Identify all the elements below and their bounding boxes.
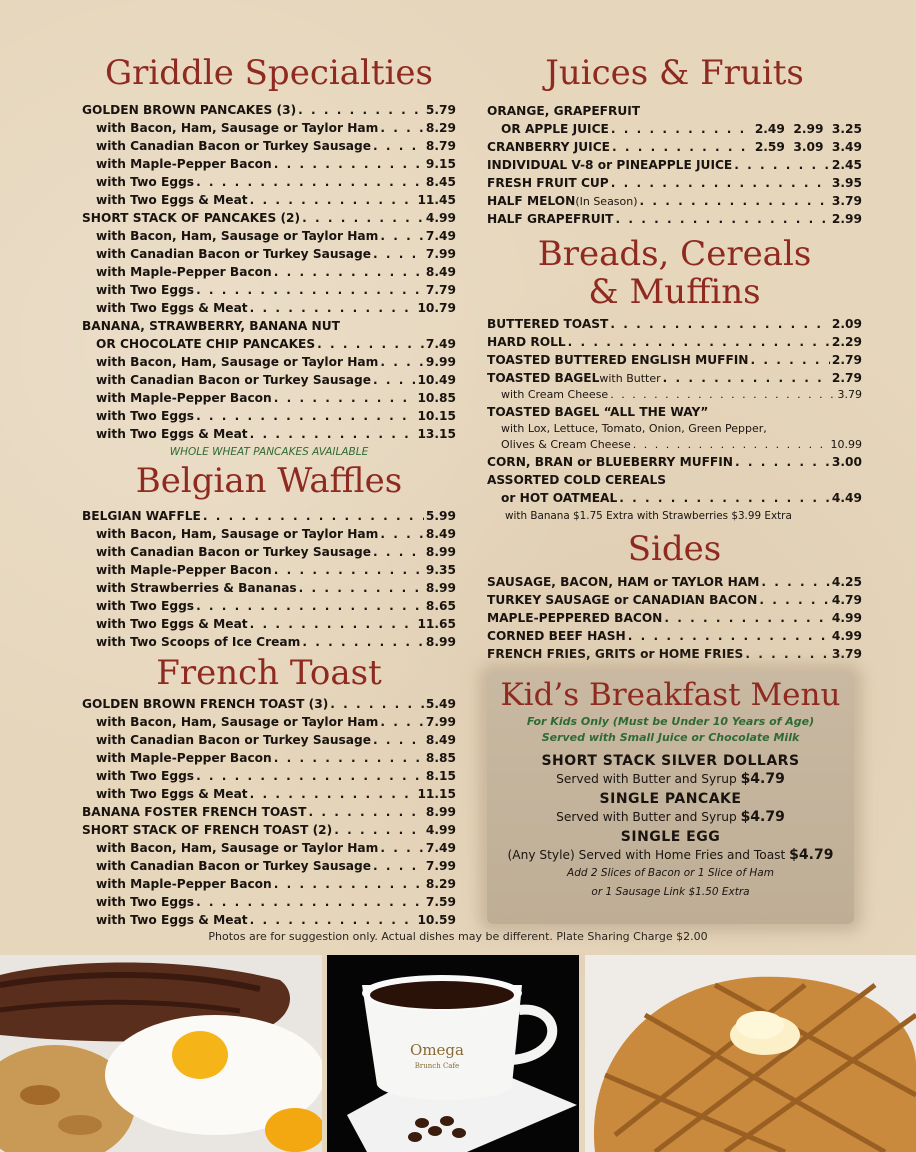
menu-item-price: 9.15 xyxy=(425,157,456,172)
menu-item-price: 10.49 xyxy=(417,373,456,388)
menu-item-price: 10.15 xyxy=(417,409,456,424)
menu-item-label: with Canadian Bacon or Turkey Sausage xyxy=(96,544,371,559)
menu-item-price: 5.49 xyxy=(425,697,456,712)
leader-dots xyxy=(196,173,424,191)
menu-item-label: with Two Eggs xyxy=(96,769,195,784)
menu-item-price: 8.15 xyxy=(425,769,456,784)
menu-item-row xyxy=(82,317,456,335)
leader-dots xyxy=(380,839,424,857)
leader-dots xyxy=(373,245,424,263)
right-column xyxy=(487,55,862,663)
griddle-list xyxy=(82,101,456,443)
leader-dots xyxy=(628,627,830,645)
breads-heading-line1: Breads, Cereals xyxy=(537,234,812,275)
leader-dots xyxy=(734,156,830,174)
menu-item-price: 7.79 xyxy=(425,283,456,298)
menu-item-row xyxy=(487,421,862,437)
kids-menu-box xyxy=(487,672,854,924)
menu-item-price: 8.79 xyxy=(425,139,456,154)
menu-item-label: SAUSAGE, BACON, HAM or TAYLOR HAM xyxy=(487,574,760,589)
menu-item-row xyxy=(82,633,456,651)
leader-dots xyxy=(761,573,830,591)
leader-dots xyxy=(196,407,415,425)
menu-item-row xyxy=(487,403,862,421)
menu-item-price: 2.79 xyxy=(831,353,862,368)
menu-item-row xyxy=(82,615,456,633)
griddle-heading: Griddle Specialties xyxy=(105,53,433,93)
leader-dots xyxy=(274,155,424,173)
menu-item-label: SHORT STACK OF FRENCH TOAST (2) xyxy=(82,823,333,838)
menu-item-label: CRANBERRY JUICE xyxy=(487,140,610,155)
menu-item-row xyxy=(487,333,862,351)
leader-dots xyxy=(330,695,424,713)
menu-item-price: 4.99 xyxy=(425,823,456,838)
menu-item-label: OR CHOCOLATE CHIP PANCAKES xyxy=(96,337,316,352)
menu-item-price: 11.45 xyxy=(417,193,456,208)
leader-dots xyxy=(274,263,424,281)
leader-dots xyxy=(250,191,416,209)
menu-item-price: 8.99 xyxy=(425,580,456,595)
leader-dots xyxy=(373,543,424,561)
leader-dots xyxy=(380,525,424,543)
leader-dots xyxy=(664,609,830,627)
menu-item-row xyxy=(82,839,456,857)
juices-heading: Juices & Fruits xyxy=(545,53,804,93)
menu-item-price: 2.29 xyxy=(831,335,862,350)
menu-item-label: FRENCH FRIES, GRITS or HOME FRIES xyxy=(487,646,744,661)
menu-item-price: 8.65 xyxy=(425,598,456,613)
leader-dots xyxy=(663,369,830,387)
menu-item-row xyxy=(82,579,456,597)
menu-item-label: TOASTED BAGEL xyxy=(487,371,600,386)
menu-item-row xyxy=(82,507,456,525)
menu-item-price: 8.29 xyxy=(425,121,456,136)
menu-item-label: GOLDEN BROWN PANCAKES (3) xyxy=(82,103,297,118)
menu-item-price: 4.99 xyxy=(831,628,862,643)
menu-item-price: 4.79 xyxy=(831,592,862,607)
kids-desc-silver-dollars: Served with Butter and Syrup $4.79 xyxy=(556,771,785,787)
menu-item-row xyxy=(82,389,456,407)
menu-item-price: 3.79 xyxy=(837,388,862,402)
leader-dots xyxy=(380,119,424,137)
menu-item-row xyxy=(487,591,862,609)
menu-item-row xyxy=(82,731,456,749)
kids-item-single-egg: SINGLE EGG xyxy=(620,829,721,845)
menu-item-price: 7.99 xyxy=(425,859,456,874)
menu-item-row xyxy=(82,335,456,353)
leader-dots xyxy=(612,138,753,156)
menu-item-label: with Bacon, Ham, Sausage or Taylor Ham xyxy=(96,526,379,541)
menu-item-row xyxy=(82,767,456,785)
menu-item-label: with Two Eggs & Meat xyxy=(96,787,248,802)
kids-item-single-pancake: SINGLE PANCAKE xyxy=(599,791,742,807)
menu-item-row xyxy=(487,210,862,228)
french-toast-heading: French Toast xyxy=(156,652,382,693)
leader-dots xyxy=(619,489,830,507)
menu-item-price: 3.79 xyxy=(831,646,862,661)
kids-extra-line2: or 1 Sausage Link $1.50 Extra xyxy=(591,886,750,898)
leader-dots xyxy=(380,227,424,245)
menu-item-label: with Two Eggs xyxy=(96,598,195,613)
leader-dots xyxy=(274,749,424,767)
menu-item-row xyxy=(82,137,456,155)
menu-item-label: CORN, BRAN or BLUEBERRY MUFFIN xyxy=(487,455,733,470)
menu-item-price: 10.85 xyxy=(417,391,456,406)
leader-dots xyxy=(274,875,424,893)
kids-desc-single-pancake: Served with Butter and Syrup $4.79 xyxy=(556,809,785,825)
waffle-photo xyxy=(585,955,916,1152)
leader-dots xyxy=(751,351,830,369)
menu-item-row xyxy=(82,803,456,821)
leader-dots xyxy=(640,192,830,210)
menu-item-label: FRESH FRUIT CUP xyxy=(487,176,609,191)
leader-dots xyxy=(611,120,753,138)
waffles-list xyxy=(82,507,456,651)
menu-item-label: with Two Eggs & Meat xyxy=(96,301,248,316)
leader-dots xyxy=(373,857,424,875)
leader-dots xyxy=(298,101,424,119)
menu-item-label: ASSORTED COLD CEREALS xyxy=(487,473,667,488)
sides-heading: Sides xyxy=(627,529,722,570)
leader-dots xyxy=(334,821,424,839)
menu-item-row xyxy=(82,227,456,245)
menu-item-row xyxy=(487,315,862,333)
menu-item-note: (In Season) xyxy=(575,195,638,209)
leader-dots xyxy=(274,389,416,407)
menu-item-price: 10.59 xyxy=(417,913,456,928)
leader-dots xyxy=(735,453,830,471)
menu-item-label: HARD ROLL xyxy=(487,335,566,350)
menu-item-row xyxy=(82,119,456,137)
menu-item-price: 7.99 xyxy=(425,247,456,262)
kids-extra-line1: Add 2 Slices of Bacon or 1 Slice of Ham xyxy=(567,867,774,879)
menu-item-label: with Canadian Bacon or Turkey Sausage xyxy=(96,733,371,748)
menu-item-price: 8.45 xyxy=(425,175,456,190)
menu-item-label: OR APPLE JUICE xyxy=(501,122,609,137)
menu-item-row xyxy=(82,749,456,767)
leader-dots xyxy=(633,437,829,453)
menu-item-price: 10.79 xyxy=(417,301,456,316)
kids-item-silver-dollars: SHORT STACK SILVER DOLLARS xyxy=(541,753,800,769)
leader-dots xyxy=(380,353,424,371)
leader-dots xyxy=(308,803,423,821)
menu-item-row xyxy=(82,209,456,227)
menu-item-label: with Two Scoops of Ice Cream xyxy=(96,634,301,649)
leader-dots xyxy=(302,633,424,651)
menu-item-row xyxy=(82,299,456,317)
menu-item-label: with Two Eggs & Meat xyxy=(96,616,248,631)
menu-item-row xyxy=(82,155,456,173)
menu-item-row xyxy=(82,101,456,119)
leader-dots xyxy=(610,315,830,333)
menu-item-row xyxy=(82,281,456,299)
menu-item-price: 4.99 xyxy=(425,211,456,226)
menu-item-label: with Bacon, Ham, Sausage or Taylor Ham xyxy=(96,841,379,856)
menu-item-label: with Bacon, Ham, Sausage or Taylor Ham xyxy=(96,229,379,244)
menu-item-row xyxy=(487,437,862,453)
menu-item-row xyxy=(487,174,862,192)
menu-item-row xyxy=(82,713,456,731)
leader-dots xyxy=(250,299,416,317)
menu-item-row xyxy=(487,156,862,174)
menu-item-label: SHORT STACK OF PANCAKES (2) xyxy=(82,211,301,226)
leader-dots xyxy=(616,210,830,228)
menu-item-row xyxy=(487,120,862,138)
menu-item-price: 2.49 2.99 3.25 xyxy=(754,122,862,137)
menu-item-label: with Two Eggs & Meat xyxy=(96,913,248,928)
kids-price-1: $4.79 xyxy=(740,771,785,787)
menu-item-row xyxy=(82,425,456,443)
menu-item-label: with Maple-Pepper Bacon xyxy=(96,265,272,280)
menu-item-price: 7.59 xyxy=(425,895,456,910)
menu-item-price: 2.79 xyxy=(831,371,862,386)
menu-item-price: 11.65 xyxy=(417,616,456,631)
menu-item-row xyxy=(82,263,456,281)
leader-dots xyxy=(196,597,424,615)
steak-eggs-illustration xyxy=(0,955,322,1152)
menu-item-row xyxy=(82,245,456,263)
leader-dots xyxy=(250,785,416,803)
menu-item-label: with Bacon, Ham, Sausage or Taylor Ham xyxy=(96,715,379,730)
menu-item-label: HALF MELON xyxy=(487,194,576,209)
menu-item-row xyxy=(82,191,456,209)
menu-item-label: with Two Eggs xyxy=(96,175,195,190)
menu-item-row xyxy=(82,821,456,839)
menu-item-price: 4.99 xyxy=(831,610,862,625)
menu-item-label: with Two Eggs xyxy=(96,283,195,298)
menu-item-row xyxy=(487,645,862,663)
leader-dots xyxy=(203,507,424,525)
leader-dots xyxy=(373,137,424,155)
menu-item-row xyxy=(82,597,456,615)
menu-item-label: TOASTED BAGEL “ALL THE WAY” xyxy=(487,405,709,420)
menu-item-label: with Two Eggs xyxy=(96,409,195,424)
menu-item-label: with Maple-Pepper Bacon xyxy=(96,157,272,172)
menu-item-price: 3.95 xyxy=(831,176,862,191)
leader-dots xyxy=(373,371,415,389)
menu-item-label: Olives & Cream Cheese xyxy=(501,438,631,452)
menu-item-row xyxy=(82,857,456,875)
menu-item-price: 8.49 xyxy=(425,265,456,280)
menu-item-label: BELGIAN WAFFLE xyxy=(82,508,201,523)
leader-dots xyxy=(250,911,416,929)
menu-item-label: CORNED BEEF HASH xyxy=(487,628,626,643)
kids-note-drink: Served with Small Juice or Chocolate Milk xyxy=(541,731,800,744)
menu-item-price: 7.49 xyxy=(425,229,456,244)
menu-item-label: with Canadian Bacon or Turkey Sausage xyxy=(96,373,371,388)
menu-item-price: 8.29 xyxy=(425,877,456,892)
menu-item-row xyxy=(487,573,862,591)
leader-dots xyxy=(196,893,424,911)
menu-item-label: with Canadian Bacon or Turkey Sausage xyxy=(96,247,371,262)
leader-dots xyxy=(274,561,424,579)
leader-dots xyxy=(611,174,830,192)
menu-item-label: with Canadian Bacon or Turkey Sausage xyxy=(96,139,371,154)
menu-item-label: with Maple-Pepper Bacon xyxy=(96,877,272,892)
french-toast-list xyxy=(82,695,456,929)
leader-dots xyxy=(568,333,830,351)
menu-item-price: 7.49 xyxy=(425,337,456,352)
menu-item-label: with Lox, Lettuce, Tomato, Onion, Green Pepper, xyxy=(501,422,767,436)
coffee-cup-illustration xyxy=(327,955,579,1152)
leader-dots xyxy=(196,281,424,299)
menu-item-label: TOASTED BUTTERED ENGLISH MUFFIN xyxy=(487,353,749,368)
menu-item-price: 2.09 xyxy=(831,317,862,332)
leader-dots xyxy=(317,335,424,353)
menu-item-price: 8.99 xyxy=(425,805,456,820)
kids-heading: Kid’s Breakfast Menu xyxy=(500,677,841,713)
menu-item-price: 2.59 3.09 3.49 xyxy=(754,140,862,155)
menu-item-price: 8.99 xyxy=(425,634,456,649)
menu-item-row xyxy=(82,695,456,713)
menu-item-label: BUTTERED TOAST xyxy=(487,317,609,332)
menu-item-label: BANANA, STRAWBERRY, BANANA NUT xyxy=(82,319,340,334)
menu-item-note: with Butter xyxy=(599,372,661,386)
leader-dots xyxy=(302,209,424,227)
leader-dots xyxy=(373,731,424,749)
menu-item-row xyxy=(82,561,456,579)
menu-item-row xyxy=(487,453,862,471)
coffee-cup-photo xyxy=(327,955,579,1152)
kids-price-3: $4.79 xyxy=(789,847,834,863)
menu-item-label: TURKEY SAUSAGE or CANADIAN BACON xyxy=(487,592,758,607)
menu-item-price: 2.99 xyxy=(831,212,862,227)
menu-item-price: 5.99 xyxy=(425,508,456,523)
menu-item-label: with Strawberries & Bananas xyxy=(96,580,297,595)
menu-item-row xyxy=(82,173,456,191)
menu-item-label: with Two Eggs & Meat xyxy=(96,427,248,442)
menu-item-row xyxy=(487,387,862,403)
menu-item-label: BANANA FOSTER FRENCH TOAST xyxy=(82,805,307,820)
kids-price-2: $4.79 xyxy=(740,809,785,825)
menu-item-label: with Bacon, Ham, Sausage or Taylor Ham xyxy=(96,355,379,370)
menu-item-price: 8.99 xyxy=(425,544,456,559)
leader-dots xyxy=(380,713,424,731)
menu-item-label: HALF GRAPEFRUIT xyxy=(487,212,614,227)
menu-item-price: 8.49 xyxy=(425,526,456,541)
menu-item-row xyxy=(487,102,862,120)
menu-item-label: with Maple-Pepper Bacon xyxy=(96,391,272,406)
cup-logo-subtext: Brunch Cafe xyxy=(414,1062,460,1070)
menu-item-price: 8.85 xyxy=(425,751,456,766)
menu-item-row xyxy=(82,525,456,543)
menu-item-row xyxy=(82,911,456,929)
menu-item-label: with Cream Cheese xyxy=(501,388,609,402)
menu-item-label: GOLDEN BROWN FRENCH TOAST (3) xyxy=(82,697,329,712)
menu-item-row xyxy=(487,138,862,156)
menu-item-label: with Bacon, Ham, Sausage or Taylor Ham xyxy=(96,121,379,136)
menu-item-label: or HOT OATMEAL xyxy=(501,491,618,506)
sides-list xyxy=(487,573,862,663)
menu-item-label: MAPLE-PEPPERED BACON xyxy=(487,610,663,625)
menu-item-row xyxy=(487,489,862,507)
cup-logo-text: Omega xyxy=(410,1041,464,1059)
menu-item-row xyxy=(82,371,456,389)
menu-item-row xyxy=(82,407,456,425)
menu-item-price: 13.15 xyxy=(417,427,456,442)
photo-disclaimer: Photos are for suggestion only. Actual dishes may be different. Plate Sharing Charge $2.00 xyxy=(208,930,708,943)
left-column xyxy=(82,55,456,929)
menu-item-row xyxy=(82,543,456,561)
menu-item-row xyxy=(82,875,456,893)
juices-list xyxy=(487,102,862,228)
menu-item-price: 9.99 xyxy=(425,355,456,370)
waffles-heading: Belgian Waffles xyxy=(135,461,403,502)
leader-dots xyxy=(250,615,416,633)
menu-item-label: with Canadian Bacon or Turkey Sausage xyxy=(96,859,371,874)
menu-item-price: 4.25 xyxy=(831,574,862,589)
menu-item-price: 8.49 xyxy=(425,733,456,748)
menu-item-row xyxy=(82,785,456,803)
leader-dots xyxy=(196,767,424,785)
menu-item-price: 3.00 xyxy=(831,455,862,470)
menu-item-label: with Maple-Pepper Bacon xyxy=(96,751,272,766)
menu-item-price: 2.45 xyxy=(831,158,862,173)
menu-item-row xyxy=(487,369,862,387)
leader-dots xyxy=(745,645,830,663)
menu-item-price: 3.79 xyxy=(831,194,862,209)
menu-item-row xyxy=(487,627,862,645)
menu-item-label: with Maple-Pepper Bacon xyxy=(96,562,272,577)
menu-item-row xyxy=(487,609,862,627)
menu-item-price: 5.79 xyxy=(425,103,456,118)
menu-item-price: 7.49 xyxy=(425,841,456,856)
whole-wheat-note: WHOLE WHEAT PANCAKES AVAILABLE xyxy=(169,446,369,459)
menu-item-row xyxy=(487,192,862,210)
menu-item-label: with Two Eggs xyxy=(96,895,195,910)
menu-item-row xyxy=(487,351,862,369)
menu-item-row xyxy=(487,471,862,489)
menu-item-label: with Two Eggs & Meat xyxy=(96,193,248,208)
leader-dots xyxy=(759,591,830,609)
leader-dots xyxy=(299,579,424,597)
kids-note-age: For Kids Only (Must be Under 10 Years of Age) xyxy=(526,715,815,728)
steak-and-eggs-photo xyxy=(0,955,322,1152)
leader-dots xyxy=(610,387,835,403)
menu-item-row xyxy=(82,893,456,911)
menu-item-price: 4.49 xyxy=(831,491,862,506)
waffle-illustration xyxy=(585,955,916,1152)
breads-extras: with Banana $1.75 Extra with Strawberries $3.99 Extra xyxy=(505,510,792,523)
kids-desc-single-egg: (Any Style) Served with Home Fries and Toast $4.79 xyxy=(507,847,834,863)
menu-item-label: ORANGE, GRAPEFRUIT xyxy=(487,104,641,119)
breads-list xyxy=(487,315,862,507)
menu-item-price: 7.99 xyxy=(425,715,456,730)
menu-item-price: 11.15 xyxy=(417,787,456,802)
menu-item-label: INDIVIDUAL V-8 or PINEAPPLE JUICE xyxy=(487,158,733,173)
menu-item-price: 10.99 xyxy=(830,438,862,452)
leader-dots xyxy=(250,425,416,443)
menu-item-row xyxy=(82,353,456,371)
menu-item-price: 9.35 xyxy=(425,562,456,577)
breads-heading-line2: & Muffins xyxy=(588,271,761,312)
